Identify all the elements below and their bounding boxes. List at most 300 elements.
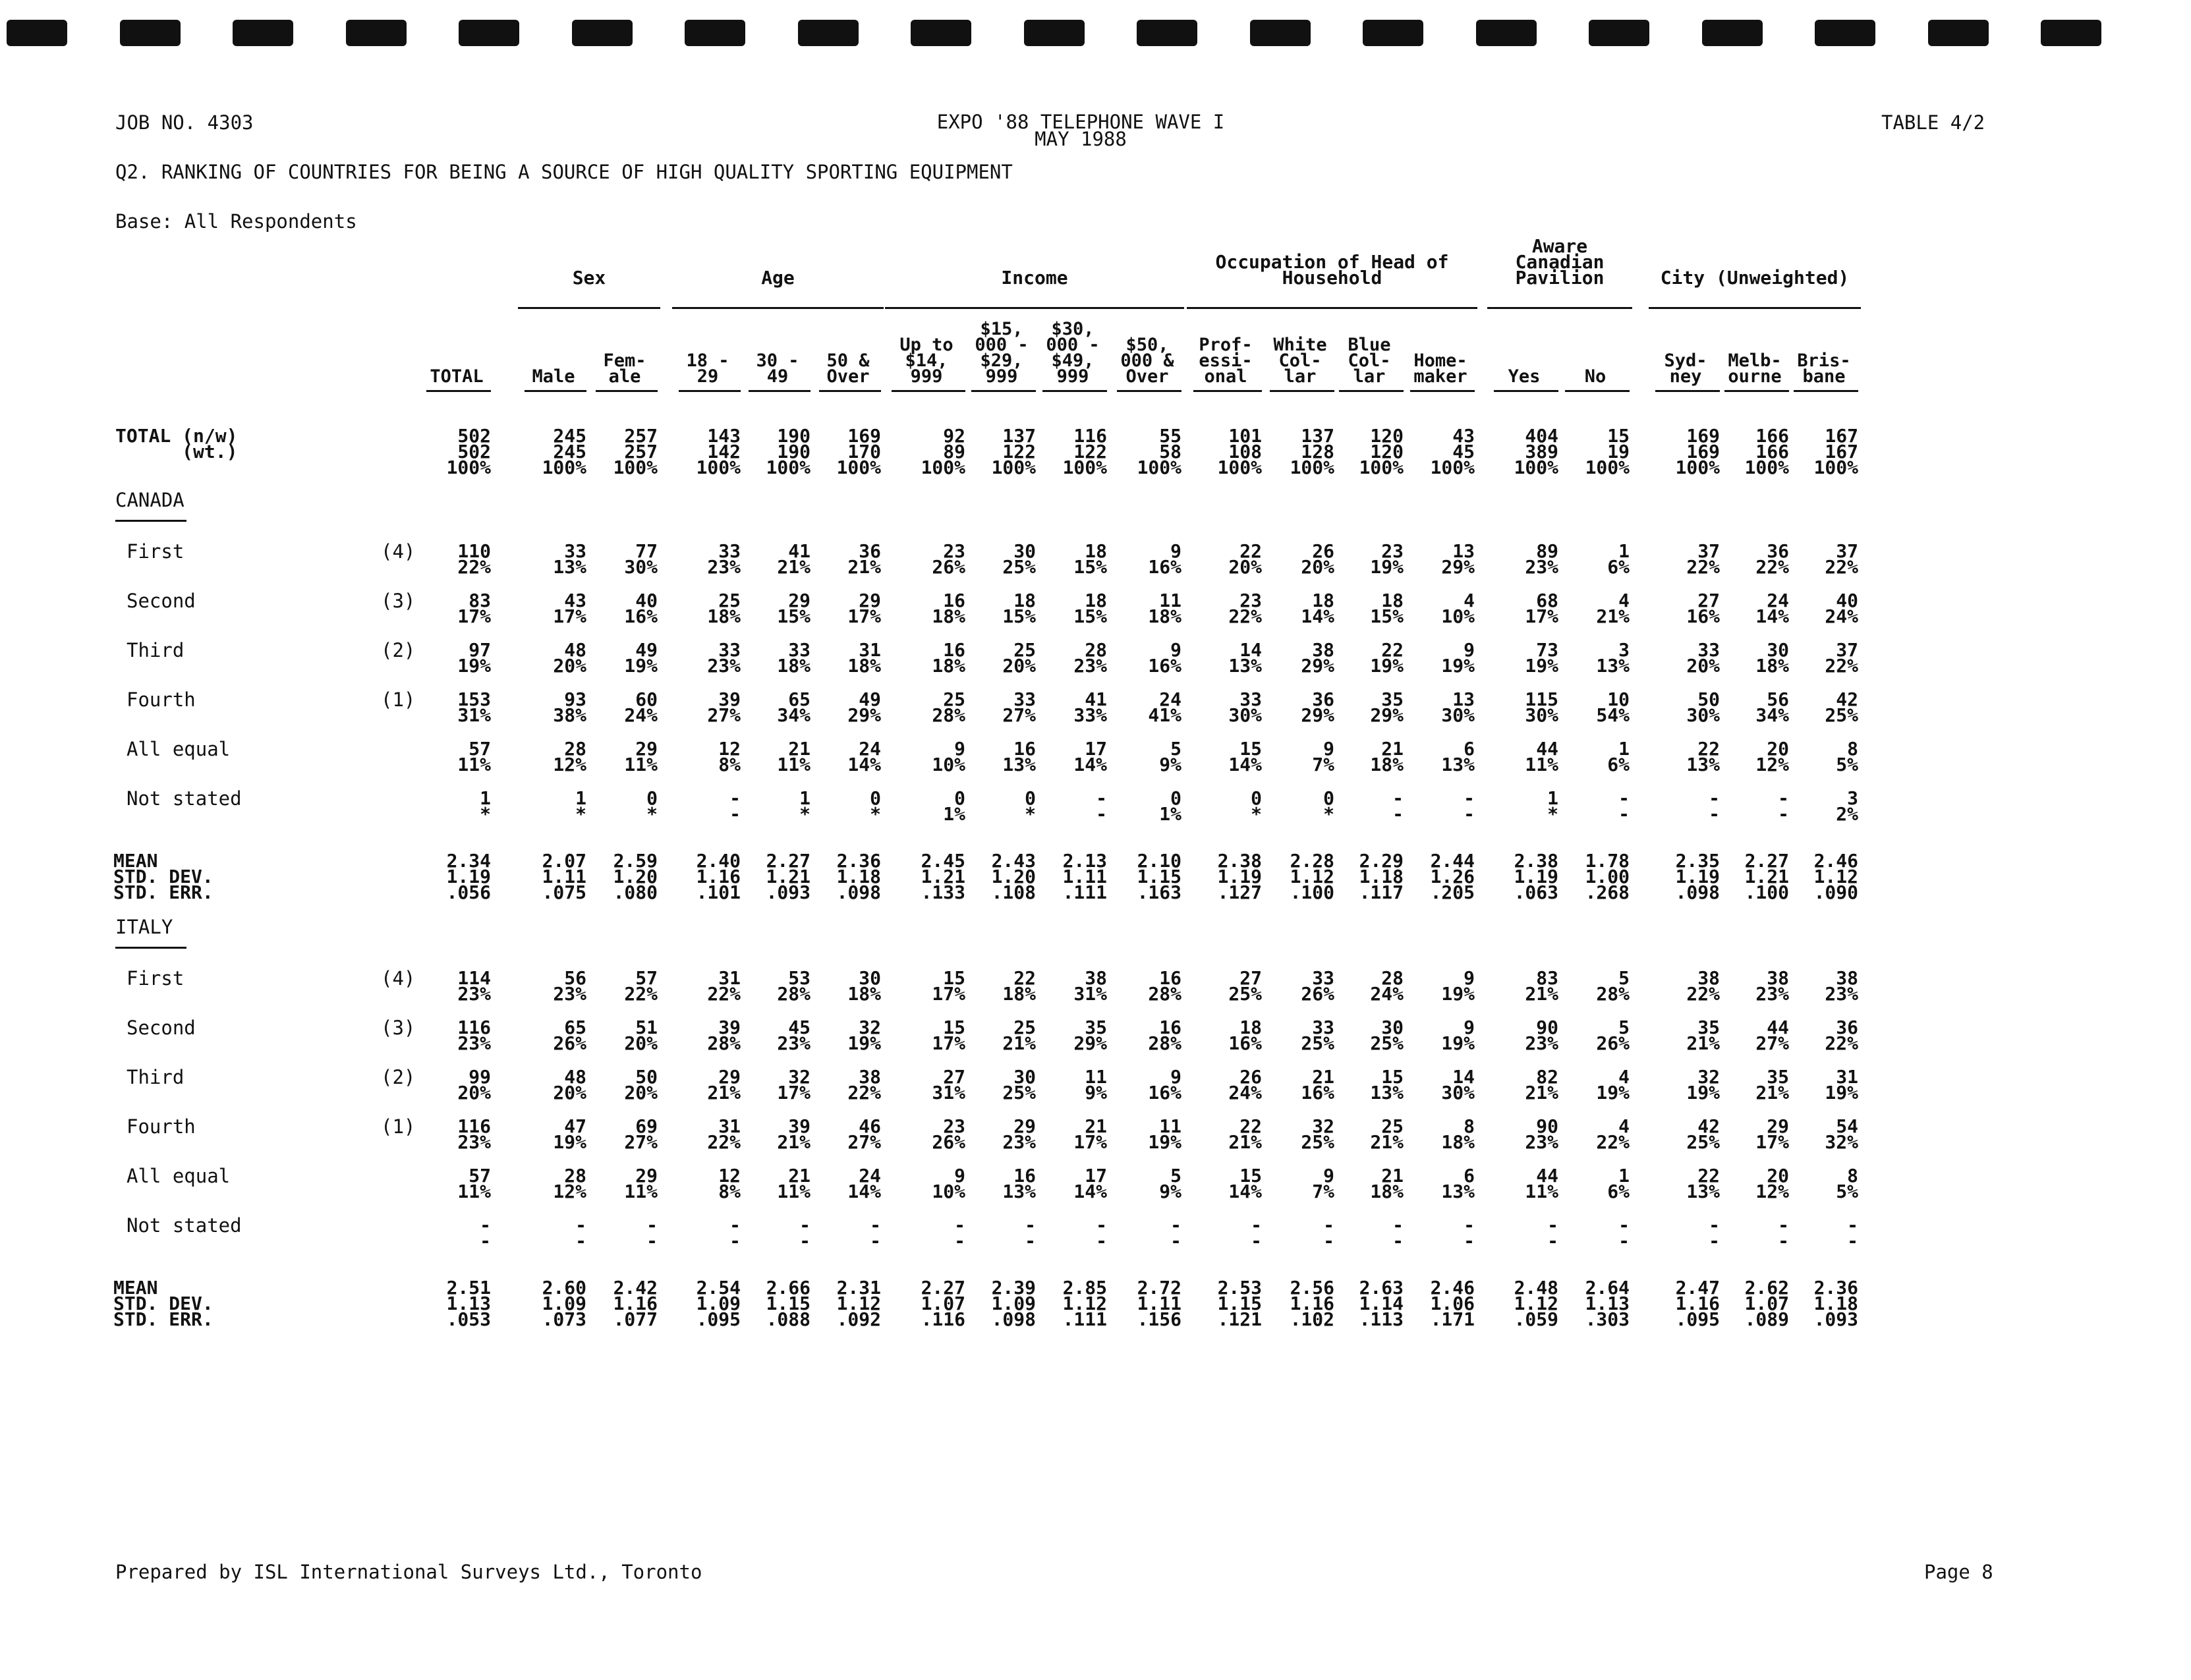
feed-hole <box>1928 20 1989 46</box>
data-cell: 56 34% <box>1755 688 1789 726</box>
column-group-rule <box>1649 307 1861 309</box>
data-cell: 24 14% <box>847 1165 881 1202</box>
data-cell: 60 24% <box>624 688 658 726</box>
total-cell: 404 389 100% <box>1514 425 1558 478</box>
data-cell: 8 18% <box>1441 1115 1475 1153</box>
data-cell: 30 25% <box>1002 540 1036 578</box>
column-header: Bris- bane <box>1797 350 1851 387</box>
data-cell: - - <box>1464 1214 1475 1252</box>
data-cell: 4 22% <box>1596 1115 1630 1153</box>
column-header: Melb- ourne <box>1728 350 1782 387</box>
data-cell: 31 19% <box>1825 1066 1858 1104</box>
row-score-code: (3) <box>381 590 416 612</box>
statistics-cell: 2.46 1.12 .090 <box>1813 850 1858 903</box>
data-cell: 38 23% <box>1755 967 1789 1005</box>
data-cell: - - <box>870 1214 881 1252</box>
data-cell: - - <box>1096 1214 1107 1252</box>
data-cell: 0 * <box>646 787 658 825</box>
statistics-labels: MEAN STD. DEV. STD. ERR. <box>113 850 213 903</box>
data-cell: 83 21% <box>1525 967 1558 1005</box>
statistics-cell: 2.07 1.11 .075 <box>542 850 586 903</box>
data-cell: 1 * <box>480 787 491 825</box>
data-cell: 6 13% <box>1441 738 1475 775</box>
data-cell: 21 18% <box>1370 738 1404 775</box>
data-cell: 15 14% <box>1228 1165 1262 1202</box>
total-cell: 190 190 100% <box>766 425 811 478</box>
data-cell: 0 * <box>1025 787 1036 825</box>
data-cell: 93 38% <box>553 688 586 726</box>
feed-hole <box>346 20 407 46</box>
data-cell: 21 11% <box>777 738 811 775</box>
column-header-rule <box>1193 390 1262 392</box>
data-cell: 110 22% <box>457 540 491 578</box>
row-label: Not stated <box>127 787 242 810</box>
statistics-cell: 2.51 1.13 .053 <box>446 1277 491 1330</box>
data-cell: 73 19% <box>1525 639 1558 677</box>
total-cell: 137 128 100% <box>1290 425 1334 478</box>
row-label: Third <box>127 1066 185 1088</box>
data-cell: 36 22% <box>1755 540 1789 578</box>
data-cell: 6 13% <box>1441 1165 1475 1202</box>
column-group-rule <box>672 307 884 309</box>
row-label: Fourth <box>127 688 196 711</box>
column-group-rule <box>518 307 660 309</box>
section-title-rule <box>115 947 186 949</box>
table-number: TABLE 4/2 <box>1881 111 1985 134</box>
data-cell: 25 20% <box>1002 639 1036 677</box>
data-cell: 97 19% <box>457 639 491 677</box>
column-header-rule <box>1794 390 1858 392</box>
data-cell: 29 11% <box>624 1165 658 1202</box>
column-header: $30, 000 - $49, 999 <box>1046 319 1100 387</box>
total-cell: 166 166 100% <box>1744 425 1789 478</box>
data-cell: 0 * <box>1323 787 1334 825</box>
data-cell: 9 10% <box>932 738 965 775</box>
data-cell: 1 * <box>1547 787 1558 825</box>
statistics-cell: 2.38 1.19 .127 <box>1217 850 1262 903</box>
data-cell: 22 20% <box>1228 540 1262 578</box>
data-cell: 18 14% <box>1301 590 1334 627</box>
data-cell: 30 18% <box>1755 639 1789 677</box>
data-cell: - - <box>1618 787 1630 825</box>
total-cell: 120 120 100% <box>1359 425 1404 478</box>
data-cell: 30 25% <box>1002 1066 1036 1104</box>
statistics-cell: 2.29 1.18 .117 <box>1359 850 1404 903</box>
data-cell: 50 30% <box>1686 688 1720 726</box>
statistics-cell: 2.38 1.19 .063 <box>1514 850 1558 903</box>
data-cell: - - <box>646 1214 658 1252</box>
feed-hole <box>459 20 519 46</box>
data-cell: 33 27% <box>1002 688 1036 726</box>
data-cell: 3 2% <box>1836 787 1858 825</box>
feed-hole <box>572 20 633 46</box>
data-cell: 1 * <box>575 787 586 825</box>
data-cell: 5 9% <box>1159 738 1181 775</box>
data-cell: 65 34% <box>777 688 811 726</box>
column-header: No <box>1584 366 1607 387</box>
data-cell: 37 22% <box>1825 639 1858 677</box>
data-cell: 23 19% <box>1370 540 1404 578</box>
data-cell: 11 9% <box>1085 1066 1107 1104</box>
feed-hole <box>1702 20 1763 46</box>
column-header: Syd- ney <box>1664 350 1707 387</box>
job-number: JOB NO. 4303 <box>115 111 254 134</box>
statistics-cell: 2.44 1.26 .205 <box>1430 850 1475 903</box>
data-cell: 26 24% <box>1228 1066 1262 1104</box>
statistics-cell: 2.27 1.21 .100 <box>1744 850 1789 903</box>
data-cell: 5 26% <box>1596 1017 1630 1054</box>
data-cell: 47 19% <box>553 1115 586 1153</box>
data-cell: 18 16% <box>1228 1017 1262 1054</box>
data-cell: 116 23% <box>457 1017 491 1054</box>
column-header-rule <box>596 390 658 392</box>
data-cell: 45 23% <box>777 1017 811 1054</box>
data-cell: 16 28% <box>1148 1017 1181 1054</box>
data-cell: 41 33% <box>1073 688 1107 726</box>
row-label: All equal <box>127 1165 231 1187</box>
data-cell: 48 20% <box>553 639 586 677</box>
statistics-cell: 2.59 1.20 .080 <box>613 850 658 903</box>
data-cell: 21 17% <box>1073 1115 1107 1153</box>
row-label: First <box>127 967 185 990</box>
section-title: ITALY <box>115 916 173 938</box>
column-group-rule <box>1187 307 1477 309</box>
section-title: CANADA <box>115 489 185 511</box>
total-cell: 137 122 100% <box>991 425 1036 478</box>
row-score-code: (3) <box>381 1017 416 1039</box>
statistics-cell: 2.48 1.12 .059 <box>1514 1277 1558 1330</box>
data-cell: 18 15% <box>1370 590 1404 627</box>
data-cell: 23 22% <box>1228 590 1262 627</box>
statistics-cell: 2.56 1.16 .102 <box>1290 1277 1334 1330</box>
data-cell: 27 25% <box>1228 967 1262 1005</box>
data-cell: 8 5% <box>1836 738 1858 775</box>
data-cell: 15 17% <box>932 1017 965 1054</box>
data-cell: 39 21% <box>777 1115 811 1153</box>
data-cell: 82 21% <box>1525 1066 1558 1104</box>
data-cell: 99 20% <box>457 1066 491 1104</box>
data-cell: 25 21% <box>1370 1115 1404 1153</box>
data-cell: 44 11% <box>1525 738 1558 775</box>
data-cell: 18 15% <box>1073 540 1107 578</box>
data-cell: 32 25% <box>1301 1115 1334 1153</box>
data-cell: 14 13% <box>1228 639 1262 677</box>
data-cell: 39 28% <box>707 1017 741 1054</box>
column-group-rule <box>1487 307 1632 309</box>
column-header-rule <box>1410 390 1475 392</box>
data-cell: 22 18% <box>1002 967 1036 1005</box>
data-cell: 31 22% <box>707 967 741 1005</box>
data-cell: 16 13% <box>1002 1165 1036 1202</box>
data-cell: 31 18% <box>847 639 881 677</box>
data-cell: 41 21% <box>777 540 811 578</box>
data-cell: 38 22% <box>847 1066 881 1104</box>
statistics-cell: 2.66 1.15 .088 <box>766 1277 811 1330</box>
data-cell: 9 16% <box>1148 1066 1181 1104</box>
data-cell: 48 20% <box>553 1066 586 1104</box>
data-cell: 35 21% <box>1755 1066 1789 1104</box>
total-cell: 257 257 100% <box>613 425 658 478</box>
data-cell: 0 1% <box>943 787 965 825</box>
data-cell: 35 29% <box>1073 1017 1107 1054</box>
statistics-cell: 2.27 1.07 .116 <box>921 1277 965 1330</box>
report-title-line1: EXPO '88 TELEPHONE WAVE I <box>936 111 1225 133</box>
total-cell: 101 108 100% <box>1217 425 1262 478</box>
data-cell: 14 30% <box>1441 1066 1475 1104</box>
data-cell: 18 15% <box>1073 590 1107 627</box>
data-cell: 57 22% <box>624 967 658 1005</box>
data-cell: 29 17% <box>1755 1115 1789 1153</box>
data-cell: 16 28% <box>1148 967 1181 1005</box>
column-header: Yes <box>1508 366 1541 387</box>
data-cell: 77 30% <box>624 540 658 578</box>
data-cell: 33 23% <box>707 639 741 677</box>
column-group-header: Age <box>761 267 795 289</box>
data-cell: - - <box>1778 1214 1789 1252</box>
data-cell: 9 19% <box>1441 967 1475 1005</box>
data-cell: 13 30% <box>1441 688 1475 726</box>
data-cell: 83 17% <box>457 590 491 627</box>
data-cell: 116 23% <box>457 1115 491 1153</box>
data-cell: 22 13% <box>1686 738 1720 775</box>
data-cell: 56 23% <box>553 967 586 1005</box>
total-cell: 55 58 100% <box>1137 425 1181 478</box>
data-cell: 42 25% <box>1825 688 1858 726</box>
data-cell: 16 13% <box>1002 738 1036 775</box>
row-label: Not stated <box>127 1214 242 1237</box>
data-cell: 31 22% <box>707 1115 741 1153</box>
data-cell: 42 25% <box>1686 1115 1720 1153</box>
data-cell: 11 19% <box>1148 1115 1181 1153</box>
column-header-rule <box>892 390 965 392</box>
data-cell: 17 14% <box>1073 1165 1107 1202</box>
column-header-rule <box>1494 390 1558 392</box>
data-cell: 49 19% <box>624 639 658 677</box>
column-header: Male <box>532 366 575 387</box>
data-cell: 51 20% <box>624 1017 658 1054</box>
data-cell: 37 22% <box>1825 540 1858 578</box>
statistics-cell: 2.85 1.12 .111 <box>1062 1277 1107 1330</box>
data-cell: 24 14% <box>847 738 881 775</box>
column-group-header: City (Unweighted) <box>1660 267 1850 289</box>
data-cell: 18 15% <box>1002 590 1036 627</box>
data-cell: 22 19% <box>1370 639 1404 677</box>
row-score-code: (1) <box>381 688 416 711</box>
data-cell: - - <box>1025 1214 1036 1252</box>
data-cell: - - <box>575 1214 586 1252</box>
data-cell: 115 30% <box>1525 688 1558 726</box>
data-cell: 9 7% <box>1312 738 1334 775</box>
data-cell: 16 18% <box>932 639 965 677</box>
row-label: Second <box>127 1017 196 1039</box>
column-header: 18 - 29 <box>686 350 729 387</box>
data-cell: 43 17% <box>553 590 586 627</box>
data-cell: 33 13% <box>553 540 586 578</box>
statistics-cell: 2.53 1.15 .121 <box>1217 1277 1262 1330</box>
total-cell: 116 122 100% <box>1062 425 1107 478</box>
column-header-rule <box>971 390 1036 392</box>
data-cell: 38 23% <box>1825 967 1858 1005</box>
data-cell: 9 16% <box>1148 540 1181 578</box>
column-header: Prof- essi- onal <box>1199 335 1253 387</box>
data-cell: 35 21% <box>1686 1017 1720 1054</box>
column-header: Fem- ale <box>603 350 646 387</box>
data-cell: 25 18% <box>707 590 741 627</box>
column-header: Blue Col- lar <box>1348 335 1391 387</box>
column-header: Home- maker <box>1413 350 1467 387</box>
data-cell: 0 1% <box>1159 787 1181 825</box>
column-header-rule <box>1117 390 1181 392</box>
data-cell: 29 17% <box>847 590 881 627</box>
report-title <box>857 113 1305 148</box>
data-cell: 29 11% <box>624 738 658 775</box>
data-cell: 30 18% <box>847 967 881 1005</box>
feed-hole <box>7 20 67 46</box>
feed-hole <box>685 20 745 46</box>
feed-hole <box>1589 20 1649 46</box>
data-cell: 25 21% <box>1002 1017 1036 1054</box>
feed-hole <box>1024 20 1085 46</box>
feed-hole <box>1363 20 1423 46</box>
data-cell: 32 17% <box>777 1066 811 1104</box>
data-cell: 46 27% <box>847 1115 881 1153</box>
column-header-rule <box>819 390 881 392</box>
row-label: Third <box>127 639 185 661</box>
column-group-header: Occupation of Head of Household <box>1215 251 1449 289</box>
row-label: All equal <box>127 738 231 760</box>
data-cell: 38 31% <box>1073 967 1107 1005</box>
page-number: Page 8 <box>1924 1561 1993 1583</box>
data-cell: 38 22% <box>1686 967 1720 1005</box>
data-cell: 5 28% <box>1596 967 1630 1005</box>
data-cell: 25 28% <box>932 688 965 726</box>
data-cell: 89 23% <box>1525 540 1558 578</box>
data-cell: 27 16% <box>1686 590 1720 627</box>
data-cell: 22 21% <box>1228 1115 1262 1153</box>
statistics-cell: 2.13 1.11 .111 <box>1062 850 1107 903</box>
data-cell: 4 21% <box>1596 590 1630 627</box>
feed-hole <box>1476 20 1537 46</box>
data-cell: - - <box>1170 1214 1181 1252</box>
statistics-cell: 2.40 1.16 .101 <box>696 850 741 903</box>
statistics-cell: 2.45 1.21 .133 <box>921 850 965 903</box>
data-cell: 23 26% <box>932 540 965 578</box>
data-cell: 4 10% <box>1441 590 1475 627</box>
data-cell: - - <box>1847 1214 1858 1252</box>
data-cell: 32 19% <box>1686 1066 1720 1104</box>
tractor-feed-holes <box>0 0 2191 59</box>
statistics-cell: 2.31 1.12 .092 <box>836 1277 881 1330</box>
data-cell: 29 23% <box>1002 1115 1036 1153</box>
statistics-cell: 1.78 1.00 .268 <box>1585 850 1630 903</box>
data-cell: 33 30% <box>1228 688 1262 726</box>
data-cell: 22 13% <box>1686 1165 1720 1202</box>
data-cell: 13 29% <box>1441 540 1475 578</box>
data-cell: 4 19% <box>1596 1066 1630 1104</box>
row-score-code: (1) <box>381 1115 416 1138</box>
data-cell: 21 16% <box>1301 1066 1334 1104</box>
data-cell: 40 24% <box>1825 590 1858 627</box>
data-cell: 33 20% <box>1686 639 1720 677</box>
data-cell: 36 21% <box>847 540 881 578</box>
data-cell: 53 28% <box>777 967 811 1005</box>
data-cell: 90 23% <box>1525 1017 1558 1054</box>
data-cell: 26 20% <box>1301 540 1334 578</box>
row-label: Second <box>127 590 196 612</box>
data-cell: - - <box>1096 787 1107 825</box>
data-cell: 28 23% <box>1073 639 1107 677</box>
data-cell: 29 21% <box>707 1066 741 1104</box>
column-header: $15, 000 - $29, 999 <box>975 319 1029 387</box>
data-cell: 40 16% <box>624 590 658 627</box>
data-cell: 69 27% <box>624 1115 658 1153</box>
data-cell: 28 24% <box>1370 967 1404 1005</box>
column-header-rule <box>426 390 491 392</box>
data-cell: - - <box>729 1214 741 1252</box>
data-cell: - - <box>1709 787 1720 825</box>
data-cell: 16 18% <box>932 590 965 627</box>
report-title-line2: MAY 1988 <box>1035 128 1127 150</box>
feed-hole <box>1250 20 1311 46</box>
statistics-cell: 2.54 1.09 .095 <box>696 1277 741 1330</box>
statistics-cell: 2.46 1.06 .171 <box>1430 1277 1475 1330</box>
statistics-cell: 2.36 1.18 .098 <box>836 850 881 903</box>
data-cell: - - <box>1709 1214 1720 1252</box>
statistics-cell: 2.60 1.09 .073 <box>542 1277 586 1330</box>
statistics-cell: 2.43 1.20 .108 <box>991 850 1036 903</box>
column-header: TOTAL <box>430 366 484 387</box>
row-score-code: (2) <box>381 639 416 661</box>
data-cell: 12 8% <box>718 738 741 775</box>
data-cell: 50 20% <box>624 1066 658 1104</box>
data-cell: 36 22% <box>1825 1017 1858 1054</box>
data-cell: 68 17% <box>1525 590 1558 627</box>
total-cell: 92 89 100% <box>921 425 965 478</box>
column-header-rule <box>1339 390 1404 392</box>
data-cell: 0 * <box>870 787 881 825</box>
feed-hole <box>911 20 971 46</box>
column-header-rule <box>1270 390 1334 392</box>
feed-hole <box>1815 20 1875 46</box>
column-header-rule <box>679 390 741 392</box>
data-cell: 24 14% <box>1755 590 1789 627</box>
column-group-header: Income <box>1001 267 1068 289</box>
data-cell: - - <box>954 1214 965 1252</box>
row-score-code: (2) <box>381 1066 416 1088</box>
column-header: $50, 000 & Over <box>1120 335 1174 387</box>
data-cell: 54 32% <box>1825 1115 1858 1153</box>
data-cell: 33 26% <box>1301 967 1334 1005</box>
column-header: White Col- lar <box>1273 335 1327 387</box>
total-cell: 502 502 100% <box>446 425 491 478</box>
data-cell: 28 12% <box>553 738 586 775</box>
data-cell: 28 12% <box>553 1165 586 1202</box>
data-cell: 33 25% <box>1301 1017 1334 1054</box>
column-header-rule <box>1724 390 1789 392</box>
data-cell: 12 8% <box>718 1165 741 1202</box>
data-cell: 15 13% <box>1370 1066 1404 1104</box>
data-cell: - - <box>480 1214 491 1252</box>
column-header-rule <box>749 390 811 392</box>
prepared-by: Prepared by ISL International Surveys Ltd., Toronto <box>115 1561 702 1583</box>
data-cell: 21 18% <box>1370 1165 1404 1202</box>
statistics-cell: 2.47 1.16 .095 <box>1675 1277 1720 1330</box>
data-cell: 65 26% <box>553 1017 586 1054</box>
row-score-code: (4) <box>381 967 416 990</box>
section-title-rule <box>115 520 186 522</box>
column-header-rule <box>1042 390 1107 392</box>
data-cell: 27 31% <box>932 1066 965 1104</box>
